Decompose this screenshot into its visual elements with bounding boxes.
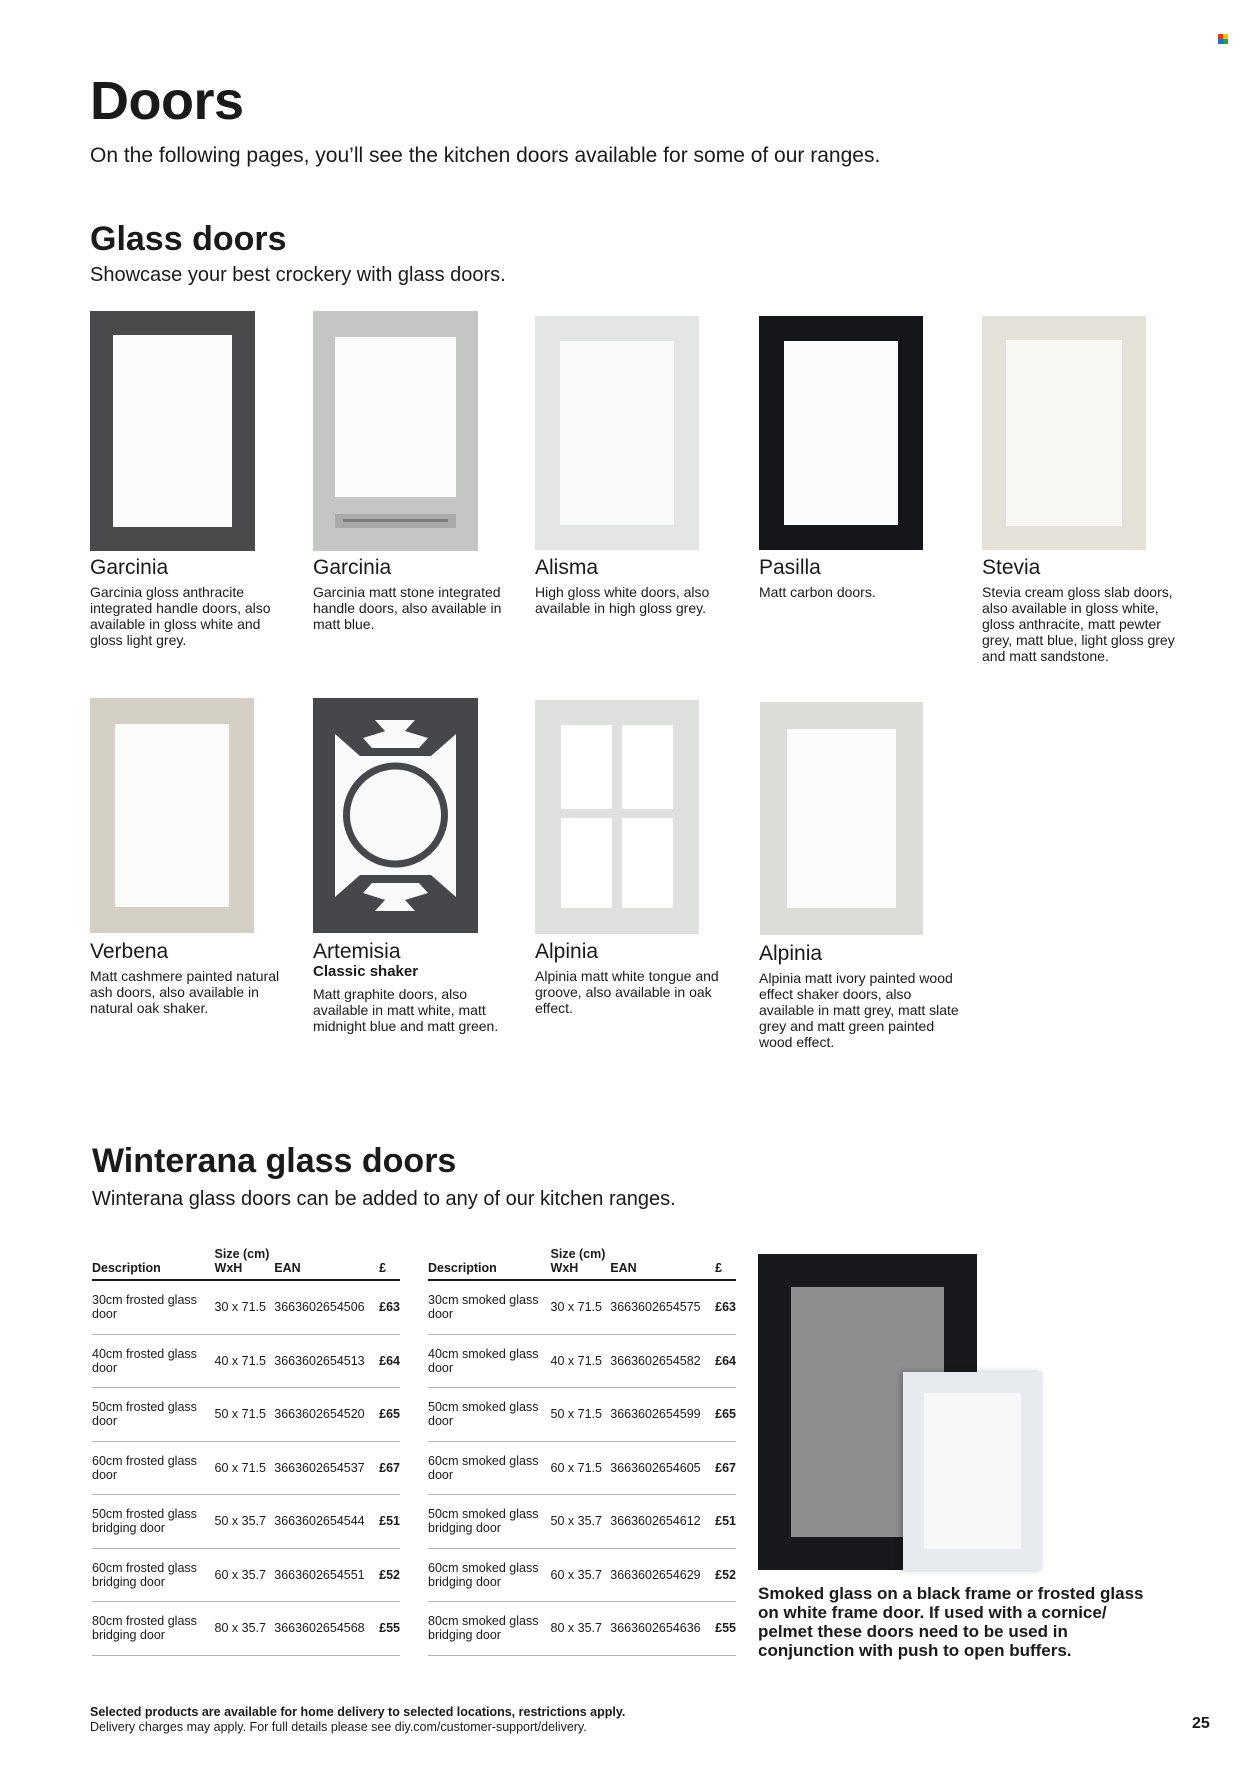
cell-size: 30 x 71.5 — [551, 1280, 611, 1334]
door-name: Garcinia — [313, 556, 392, 579]
cell-ean: 3663602654629 — [610, 1548, 715, 1602]
door-description: Alpinia matt ivory painted wood effect shaker doors, also available in matt grey, matt slate grey and matt green painted wood effect. — [759, 970, 959, 1050]
cell-description: 60cm smoked glass bridging door — [428, 1548, 551, 1602]
cell-ean: 3663602654537 — [274, 1441, 379, 1495]
table-row — [428, 1334, 736, 1388]
cell-size: 50 x 35.7 — [215, 1495, 275, 1549]
table-row — [92, 1280, 400, 1334]
door-image-verbena — [90, 698, 254, 933]
cell-price: £67 — [715, 1441, 736, 1495]
door-description: Garcinia gloss anthracite integrated handle doors, also available in gloss white and gloss light grey. — [90, 584, 271, 648]
cell-price: £67 — [379, 1441, 400, 1495]
cell-size: 50 x 35.7 — [551, 1495, 611, 1549]
cell-price: £65 — [379, 1388, 400, 1442]
door-description: Matt carbon doors. — [759, 584, 876, 600]
cell-description: 50cm smoked glass door — [428, 1388, 551, 1442]
door-image-garcinia-anthracite — [90, 311, 255, 551]
door-description: Matt graphite doors, also available in matt white, matt midnight blue and matt green. — [313, 986, 499, 1034]
cell-price: £63 — [379, 1280, 400, 1334]
table-row — [428, 1548, 736, 1602]
cell-size: 80 x 35.7 — [215, 1602, 275, 1656]
door-description: Alpinia matt white tongue and groove, also available in oak effect. — [535, 968, 719, 1016]
cell-description: 80cm smoked glass bridging door — [428, 1602, 551, 1656]
door-name: Alpinia — [535, 940, 599, 963]
door-description: Stevia cream gloss slab doors, also available in gloss white, gloss anthracite, matt pewter grey, matt blue, light gloss grey and matt sandstone. — [982, 584, 1175, 664]
table-row — [92, 1602, 400, 1656]
cell-ean: 3663602654551 — [274, 1548, 379, 1602]
cell-description: 30cm smoked glass door — [428, 1280, 551, 1334]
table-row — [428, 1441, 736, 1495]
cell-price: £51 — [715, 1495, 736, 1549]
door-name: Pasilla — [759, 556, 821, 579]
cell-size: 60 x 71.5 — [551, 1441, 611, 1495]
col-ean: EAN — [610, 1247, 715, 1280]
cell-ean: 3663602654605 — [610, 1441, 715, 1495]
cell-ean: 3663602654513 — [274, 1334, 379, 1388]
cell-price: £52 — [379, 1548, 400, 1602]
table-row — [428, 1602, 736, 1656]
door-image-pasilla — [759, 316, 923, 550]
page-title: Doors — [90, 71, 244, 131]
col-price: £ — [379, 1247, 400, 1280]
door-name: Verbena — [90, 940, 169, 963]
cell-description: 50cm frosted glass door — [92, 1388, 215, 1442]
cell-ean: 3663602654582 — [610, 1334, 715, 1388]
cell-description: 40cm smoked glass door — [428, 1334, 551, 1388]
winterana-heading: Winterana glass doors — [92, 1142, 457, 1180]
cell-size: 50 x 71.5 — [551, 1388, 611, 1442]
winterana-frosted-door-image — [903, 1372, 1042, 1570]
cell-price: £63 — [715, 1280, 736, 1334]
door-name: Alisma — [535, 556, 599, 579]
cell-size: 60 x 71.5 — [215, 1441, 275, 1495]
cell-description: 50cm frosted glass bridging door — [92, 1495, 215, 1549]
table-row — [428, 1388, 736, 1442]
cell-description: 50cm smoked glass bridging door — [428, 1495, 551, 1549]
cell-description: 60cm smoked glass door — [428, 1441, 551, 1495]
frosted-glass-table — [92, 1247, 400, 1656]
cell-price: £52 — [715, 1548, 736, 1602]
cell-description: 80cm frosted glass bridging door — [92, 1602, 215, 1656]
cell-size: 80 x 35.7 — [551, 1602, 611, 1656]
cell-price: £55 — [715, 1602, 736, 1656]
table-row — [428, 1495, 736, 1549]
brand-logo-icon — [1218, 34, 1228, 44]
door-description: Matt cashmere painted natural ash doors, also available in natural oak shaker. — [90, 968, 280, 1016]
footer-line-1: Selected products are available for home delivery to selected locations, restrictions apply. — [90, 1705, 626, 1719]
col-size: Size (cm) WxH — [551, 1247, 611, 1280]
door-name: Garcinia — [90, 556, 169, 579]
door-name: Alpinia — [759, 942, 823, 965]
col-description: Description — [92, 1247, 215, 1280]
cell-size: 60 x 35.7 — [215, 1548, 275, 1602]
cell-size: 50 x 71.5 — [215, 1388, 275, 1442]
cell-size: 30 x 71.5 — [215, 1280, 275, 1334]
col-size: Size (cm) WxH — [215, 1247, 275, 1280]
cell-ean: 3663602654568 — [274, 1602, 379, 1656]
cell-description: 40cm frosted glass door — [92, 1334, 215, 1388]
cell-ean: 3663602654520 — [274, 1388, 379, 1442]
table-row — [92, 1548, 400, 1602]
col-price: £ — [715, 1247, 736, 1280]
cell-price: £51 — [379, 1495, 400, 1549]
door-image-stevia — [982, 316, 1146, 550]
table-row — [428, 1280, 736, 1334]
cell-description: 60cm frosted glass door — [92, 1441, 215, 1495]
cell-size: 40 x 71.5 — [551, 1334, 611, 1388]
door-image-alpinia-ivory — [760, 702, 923, 935]
door-subtitle: Classic shaker — [313, 963, 419, 980]
cell-price: £64 — [379, 1334, 400, 1388]
door-image-artemisia — [313, 698, 478, 933]
cell-ean: 3663602654506 — [274, 1280, 379, 1334]
table-row — [92, 1441, 400, 1495]
page-intro: On the following pages, you’ll see the kitchen doors available for some of our ranges. — [90, 144, 881, 167]
cell-ean: 3663602654599 — [610, 1388, 715, 1442]
winterana-caption: Smoked glass on a black frame or frosted glass on white frame door. If used with a cornice/ pelmet these doors need to be used in conjunction with push to open buffers. — [758, 1584, 1144, 1660]
door-image-alpinia-white — [535, 700, 699, 934]
cell-ean: 3663602654612 — [610, 1495, 715, 1549]
smoked-glass-table — [428, 1247, 736, 1656]
cell-description: 60cm frosted glass bridging door — [92, 1548, 215, 1602]
door-description: Garcinia matt stone integrated handle doors, also available in matt blue. — [313, 584, 502, 632]
glass-doors-subheading: Showcase your best crockery with glass doors. — [90, 264, 506, 286]
col-ean: EAN — [274, 1247, 379, 1280]
table-row — [92, 1334, 400, 1388]
cell-price: £65 — [715, 1388, 736, 1442]
cell-size: 40 x 71.5 — [215, 1334, 275, 1388]
footer-line-2: Delivery charges may apply. For full details please see diy.com/customer-support/delivery. — [90, 1720, 587, 1734]
cell-price: £55 — [379, 1602, 400, 1656]
door-image-alisma — [535, 316, 699, 550]
col-description: Description — [428, 1247, 551, 1280]
door-image-garcinia-stone — [313, 311, 478, 551]
cell-price: £64 — [715, 1334, 736, 1388]
door-name: Artemisia — [313, 940, 401, 963]
door-name: Stevia — [982, 556, 1041, 579]
glass-doors-heading: Glass doors — [90, 220, 287, 258]
footer-note — [90, 1705, 625, 1735]
cell-size: 60 x 35.7 — [551, 1548, 611, 1602]
table-row — [92, 1495, 400, 1549]
cell-ean: 3663602654544 — [274, 1495, 379, 1549]
winterana-subheading: Winterana glass doors can be added to any of our kitchen ranges. — [92, 1188, 676, 1210]
cell-ean: 3663602654636 — [610, 1602, 715, 1656]
door-description: High gloss white doors, also available in high gloss grey. — [535, 584, 710, 616]
cell-description: 30cm frosted glass door — [92, 1280, 215, 1334]
table-row — [92, 1388, 400, 1442]
cell-ean: 3663602654575 — [610, 1280, 715, 1334]
page-number: 25 — [1192, 1715, 1210, 1732]
